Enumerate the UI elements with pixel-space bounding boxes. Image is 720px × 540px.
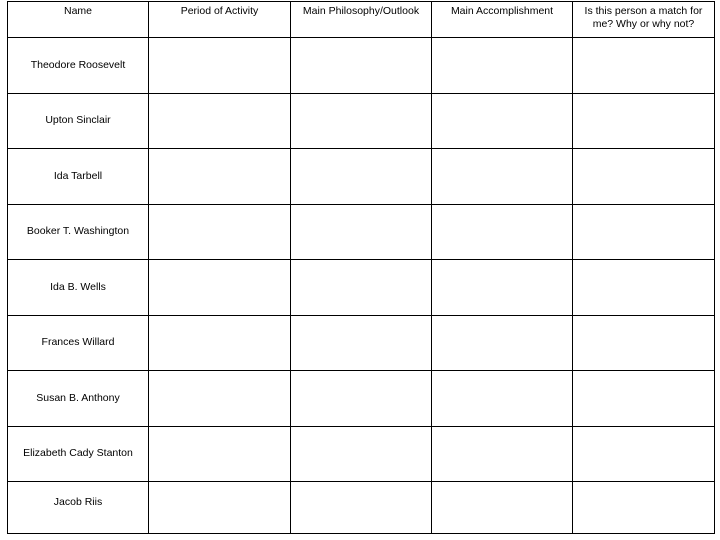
answer-cell-accomplishment[interactable] [432, 426, 573, 482]
answer-cell-accomplishment[interactable] [432, 38, 573, 94]
person-name: Elizabeth Cady Stanton [8, 426, 149, 482]
answer-cell-period[interactable] [149, 260, 291, 316]
header-main-accomplishment: Main Accomplishment [432, 2, 573, 38]
answer-cell-accomplishment[interactable] [432, 371, 573, 427]
person-name: Susan B. Anthony [8, 371, 149, 427]
table-row [8, 371, 715, 427]
answer-cell-philosophy[interactable] [291, 149, 432, 205]
answer-cell-philosophy[interactable] [291, 38, 432, 94]
table-row [8, 260, 715, 316]
answer-cell-accomplishment[interactable] [432, 260, 573, 316]
answer-cell-accomplishment[interactable] [432, 315, 573, 371]
answer-cell-philosophy[interactable] [291, 93, 432, 149]
header-row [8, 2, 715, 38]
person-name: Frances Willard [8, 315, 149, 371]
answer-cell-period[interactable] [149, 204, 291, 260]
answer-cell-match[interactable] [573, 149, 715, 205]
answer-cell-period[interactable] [149, 93, 291, 149]
answer-cell-match[interactable] [573, 482, 715, 534]
person-name: Jacob Riis [8, 482, 149, 534]
answer-cell-period[interactable] [149, 426, 291, 482]
table-row [8, 482, 715, 534]
answer-cell-period[interactable] [149, 149, 291, 205]
answer-cell-philosophy[interactable] [291, 482, 432, 534]
person-name: Theodore Roosevelt [8, 38, 149, 94]
answer-cell-period[interactable] [149, 38, 291, 94]
answer-cell-period[interactable] [149, 371, 291, 427]
person-name: Ida Tarbell [8, 149, 149, 205]
answer-cell-philosophy[interactable] [291, 315, 432, 371]
person-name: Upton Sinclair [8, 93, 149, 149]
person-name: Booker T. Washington [8, 204, 149, 260]
header-name: Name [8, 2, 149, 38]
header-period-of-activity: Period of Activity [149, 2, 291, 38]
answer-cell-accomplishment[interactable] [432, 93, 573, 149]
table-row [8, 204, 715, 260]
answer-cell-match[interactable] [573, 204, 715, 260]
answer-cell-accomplishment[interactable] [432, 204, 573, 260]
comparison-table [7, 1, 715, 534]
answer-cell-accomplishment[interactable] [432, 149, 573, 205]
answer-cell-period[interactable] [149, 482, 291, 534]
table-row [8, 93, 715, 149]
header-match-question: Is this person a match for me? Why or why not? [573, 2, 715, 38]
answer-cell-period[interactable] [149, 315, 291, 371]
answer-cell-match[interactable] [573, 93, 715, 149]
table-row [8, 149, 715, 205]
answer-cell-philosophy[interactable] [291, 204, 432, 260]
answer-cell-match[interactable] [573, 426, 715, 482]
answer-cell-match[interactable] [573, 371, 715, 427]
answer-cell-accomplishment[interactable] [432, 482, 573, 534]
answer-cell-philosophy[interactable] [291, 371, 432, 427]
table-row [8, 426, 715, 482]
answer-cell-philosophy[interactable] [291, 260, 432, 316]
header-main-philosophy: Main Philosophy/Outlook [291, 2, 432, 38]
table-row [8, 38, 715, 94]
answer-cell-match[interactable] [573, 38, 715, 94]
person-name: Ida B. Wells [8, 260, 149, 316]
table-row [8, 315, 715, 371]
answer-cell-philosophy[interactable] [291, 426, 432, 482]
answer-cell-match[interactable] [573, 260, 715, 316]
answer-cell-match[interactable] [573, 315, 715, 371]
